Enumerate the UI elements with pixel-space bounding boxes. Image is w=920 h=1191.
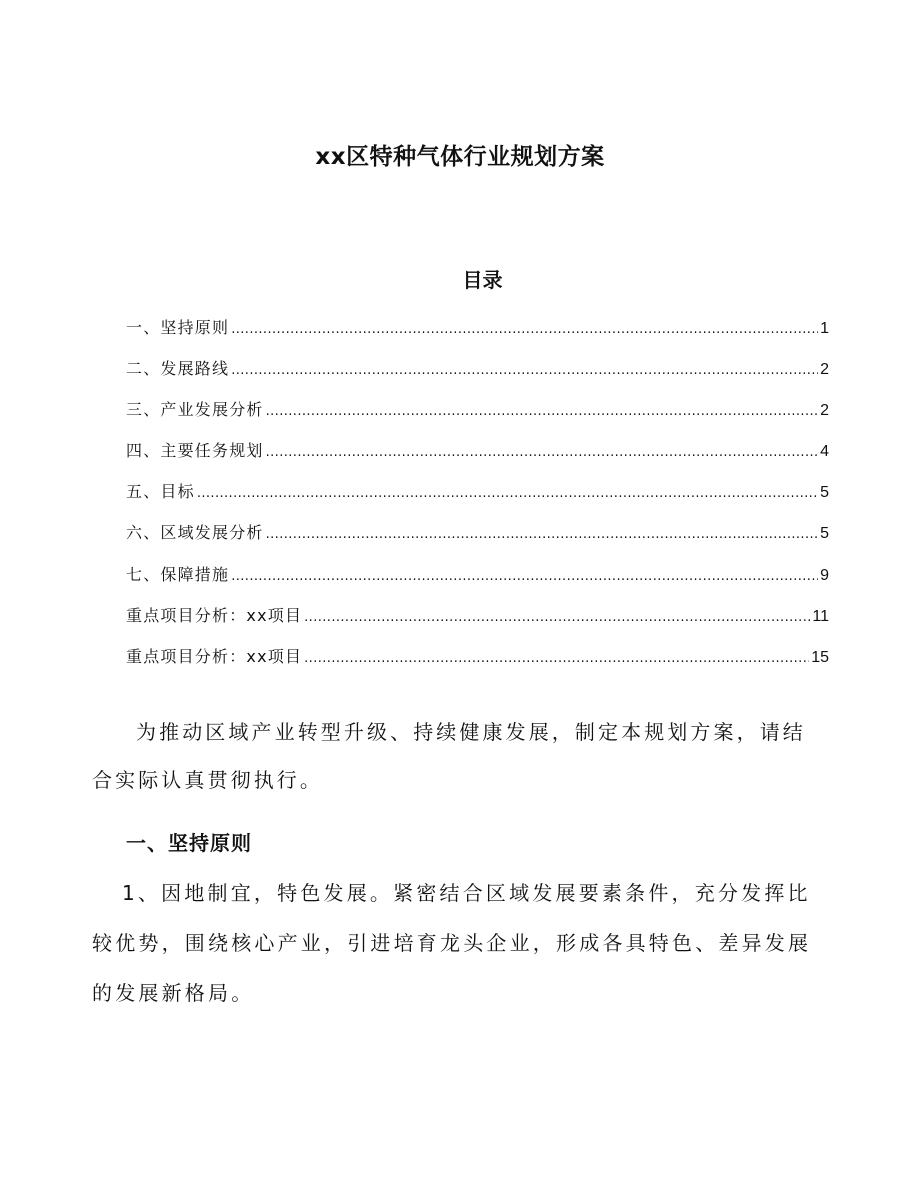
toc-entry-label: 三、产业发展分析 <box>126 400 264 420</box>
toc-dot-leader <box>266 439 818 467</box>
intro-paragraph: 为推动区域产业转型升级、持续健康发展，制定本规划方案，请结合实际认真贯彻执行。 <box>92 720 806 792</box>
toc-entry-page: 5 <box>820 484 829 502</box>
toc-dot-leader <box>197 480 818 508</box>
toc-entry-page: 15 <box>811 648 829 666</box>
toc-entry[interactable] <box>126 314 829 355</box>
toc-entry-page: 2 <box>820 402 829 420</box>
toc-heading: 目录 <box>462 268 503 292</box>
toc-entry-page: 1 <box>820 320 829 337</box>
toc-entry-label: 一、坚持原则 <box>126 318 230 337</box>
toc-dot-leader <box>231 563 818 591</box>
toc-dot-leader <box>304 604 810 632</box>
toc-entry-page: 11 <box>812 607 829 625</box>
toc-entry[interactable] <box>126 561 829 602</box>
toc-entry-label: 重点项目分析：xx项目 <box>126 646 303 666</box>
toc-dot-leader <box>231 316 818 344</box>
toc-entry-page: 4 <box>820 443 829 461</box>
toc-entry-label: 重点项目分析：xx项目 <box>126 605 303 625</box>
toc-entry-label: 七、保障措施 <box>126 564 230 584</box>
toc-entry-page: 2 <box>820 361 829 379</box>
toc-dot-leader <box>266 521 818 549</box>
toc-entry-label: 五、目标 <box>126 482 195 502</box>
toc-entry[interactable] <box>126 355 829 396</box>
table-of-contents <box>126 314 829 684</box>
toc-entry-label: 四、主要任务规划 <box>126 441 264 461</box>
toc-entry[interactable] <box>126 519 829 560</box>
toc-entry-label: 二、发展路线 <box>126 359 230 379</box>
document-title: xx区特种气体行业规划方案 <box>315 144 605 170</box>
toc-entry[interactable] <box>126 643 829 684</box>
principle-paragraph: 1、因地制宜，特色发展。紧密结合区域发展要素条件，充分发挥比较优势，围绕核心产业，引进培育龙头企业，形成各具特色、差异发展的发展新格局。 <box>92 881 812 1005</box>
toc-entry[interactable] <box>126 478 829 519</box>
section-heading: 一、坚持原则 <box>126 831 252 855</box>
toc-entry[interactable] <box>126 437 829 478</box>
toc-entry-page: 9 <box>820 566 829 584</box>
toc-entry-label: 六、区域发展分析 <box>126 523 264 543</box>
toc-entry-page: 5 <box>820 525 829 543</box>
toc-entry[interactable] <box>126 602 829 643</box>
toc-entry[interactable] <box>126 396 829 437</box>
toc-dot-leader <box>266 398 818 426</box>
toc-dot-leader <box>231 357 818 385</box>
toc-dot-leader <box>304 645 809 673</box>
